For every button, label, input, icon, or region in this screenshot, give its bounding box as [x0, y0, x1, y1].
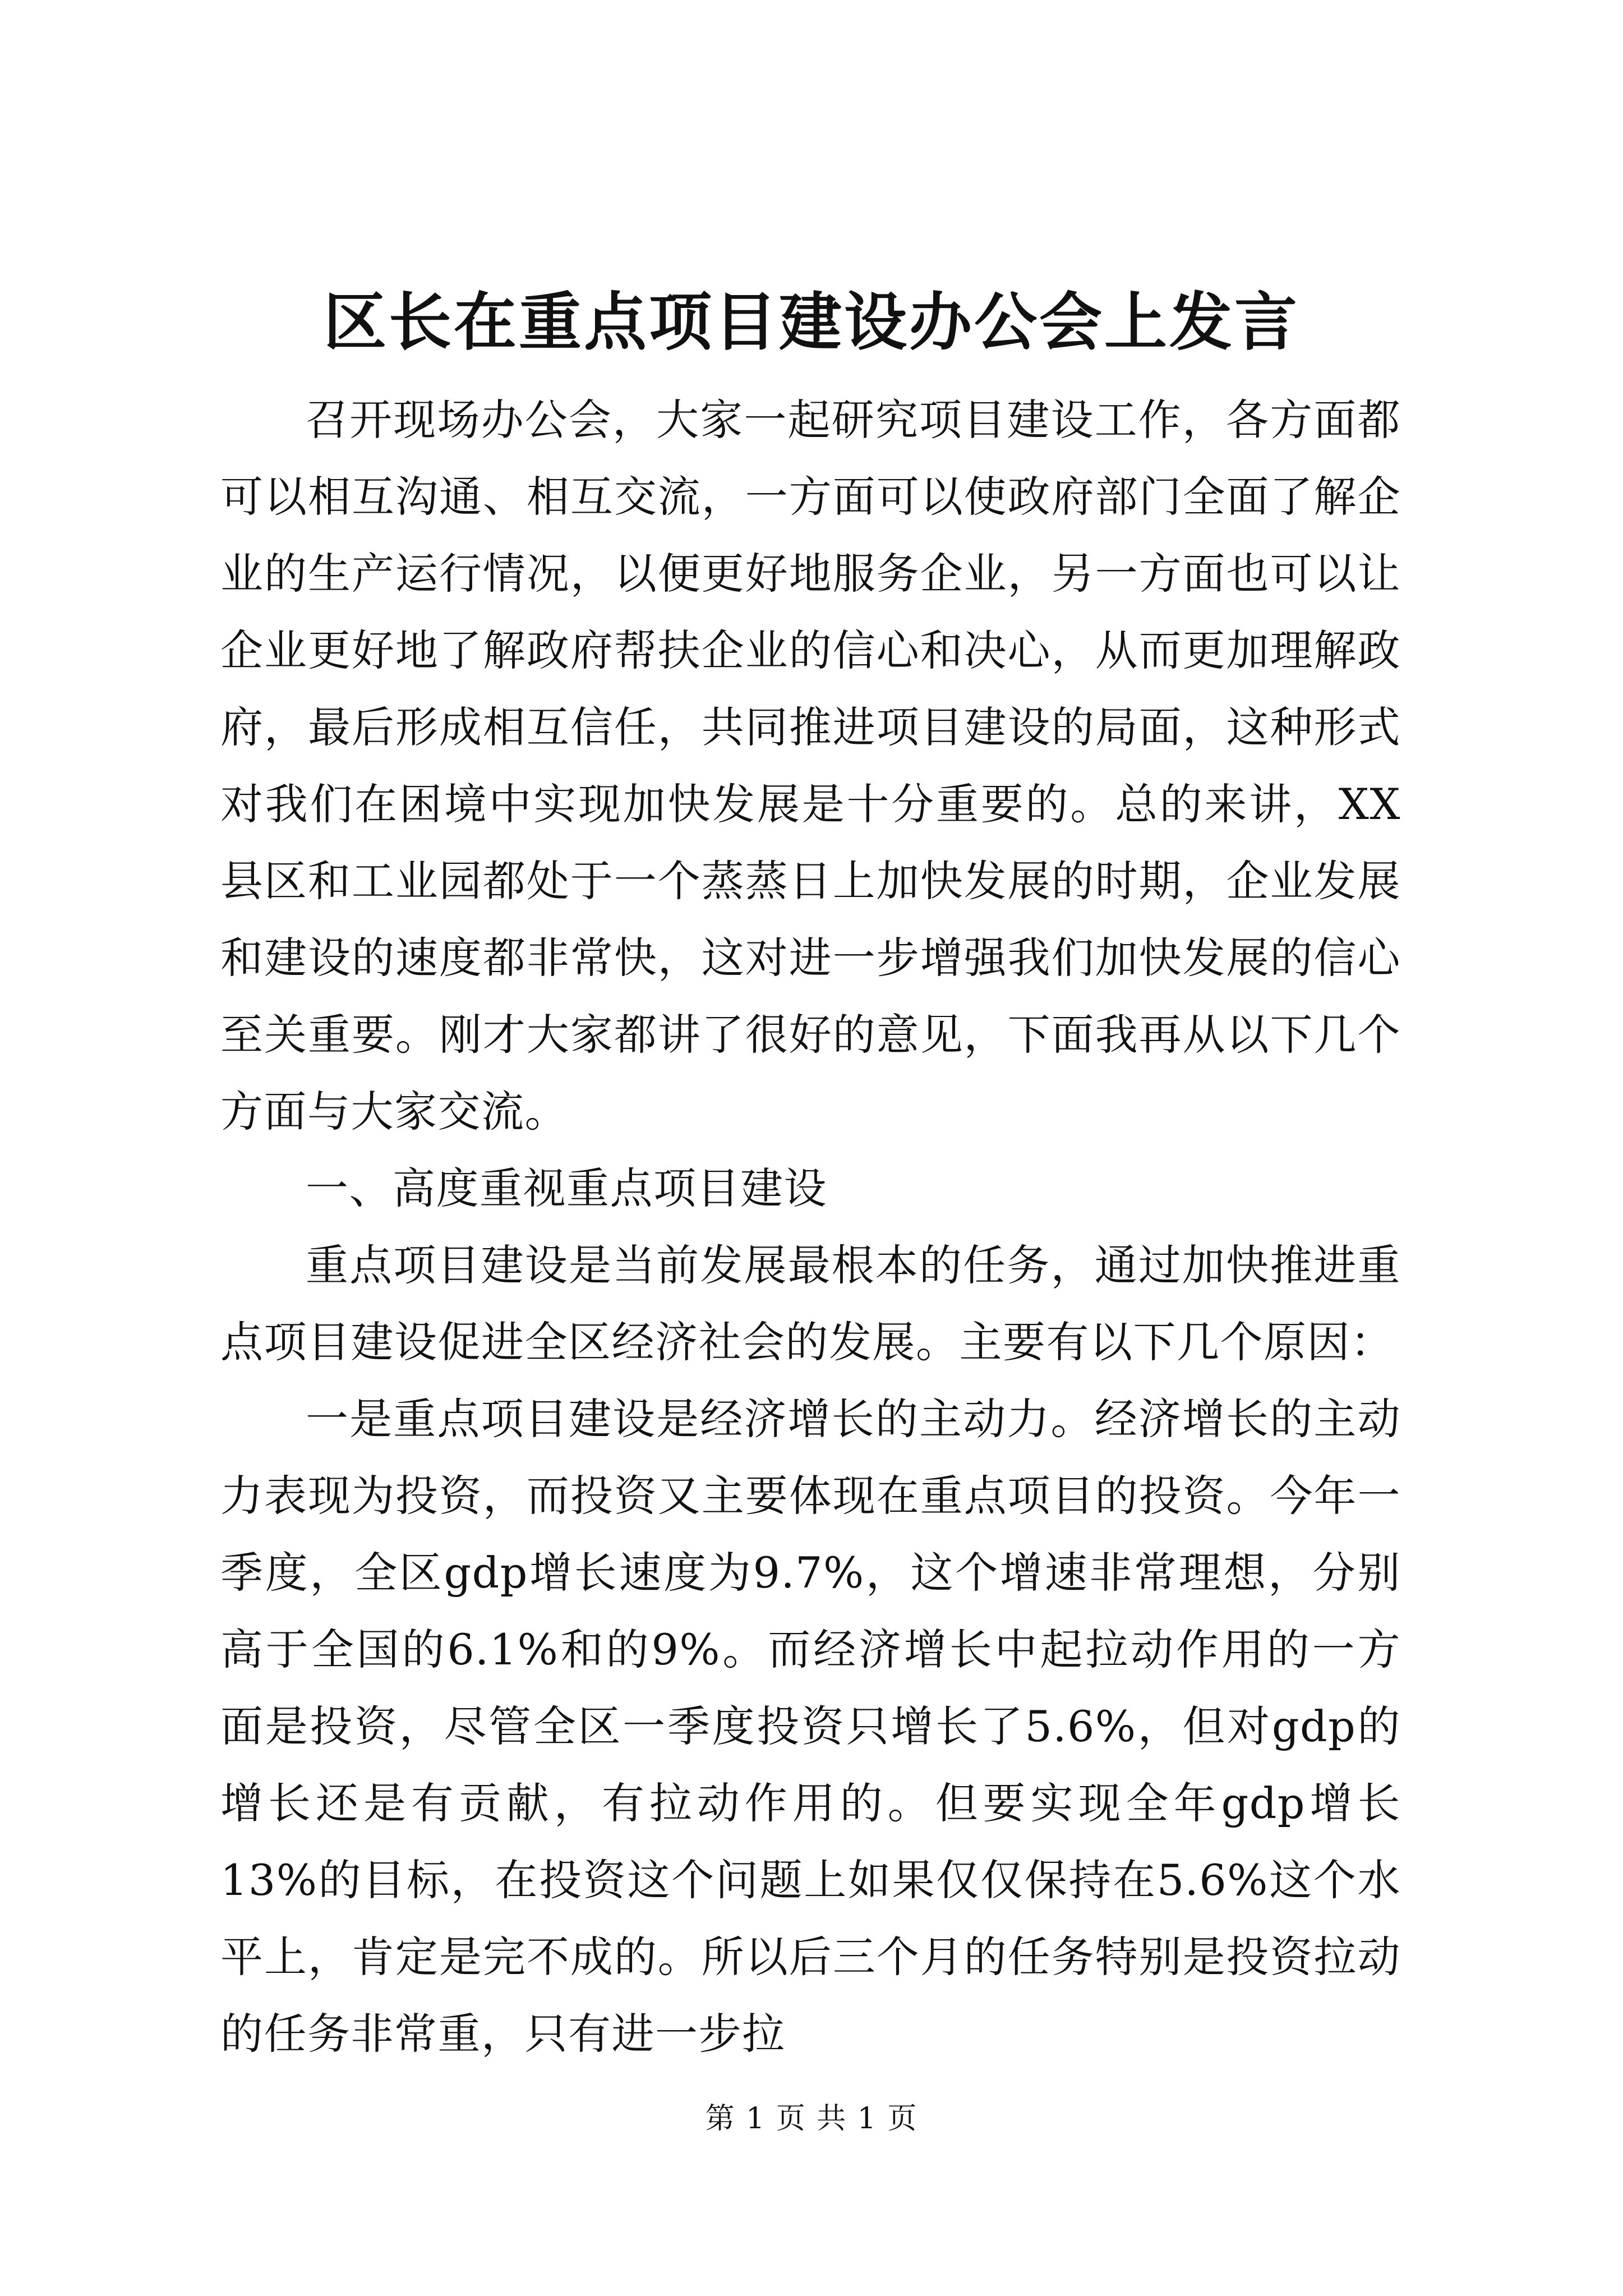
page-footer: 第 1 页 共 1 页 — [705, 2102, 918, 2136]
document-title: 区长在重点项目建设办公会上发言 — [324, 286, 1299, 359]
document-body — [220, 381, 1401, 2072]
paragraph-reason-1: 一是重点项目建设是经济增长的主动力。经济增长的主动力表现为投资，而投资又主要体现在重点项目的投资。今年一季度，全区gdp增长速度为9.7%，这个增速非常理想，分别高于全国的6.1%和的9%。而经济增长中起拉动作用的一方面是投资，尽管全区一季度投资只增长了5.6%，但对gdp的增长还是有贡献，有拉动作用的。但要实现全年gdp增长13%的目标，在投资这个问题上如果仅仅保持在5.6%这个水平上，肯定是完不成的。所以后三个月的任务特别是投资拉动的任务非常重，只有进一步拉 — [220, 1394, 1401, 2059]
paragraph-intro: 召开现场办公会，大家一起研究项目建设工作，各方面都可以相互沟通、相互交流，一方面可以使政府部门全面了解企业的生产运行情况，以便更好地服务企业，另一方面也可以让企业更好地了解政府帮扶企业的信心和决心，从而更加理解政府，最后形成相互信任，共同推进项目建设的局面，这种形式对我们在困境中实现加快发展是十分重要的。总的来讲，XX县区和工业园都处于一个蒸蒸日上加快发展的时期，企业发展和建设的速度都非常快，这对进一步增强我们加快发展的信心至关重要。刚才大家都讲了很好的意见，下面我再从以下几个方面与大家交流。 — [220, 395, 1401, 1137]
paragraph-section-1-intro: 重点项目建设是当前发展最根本的任务，通过加快推进重点项目建设促进全区经济社会的发展。主要有以下几个原因： — [220, 1240, 1401, 1367]
section-heading-1: 一、高度重视重点项目建设 — [306, 1163, 827, 1213]
